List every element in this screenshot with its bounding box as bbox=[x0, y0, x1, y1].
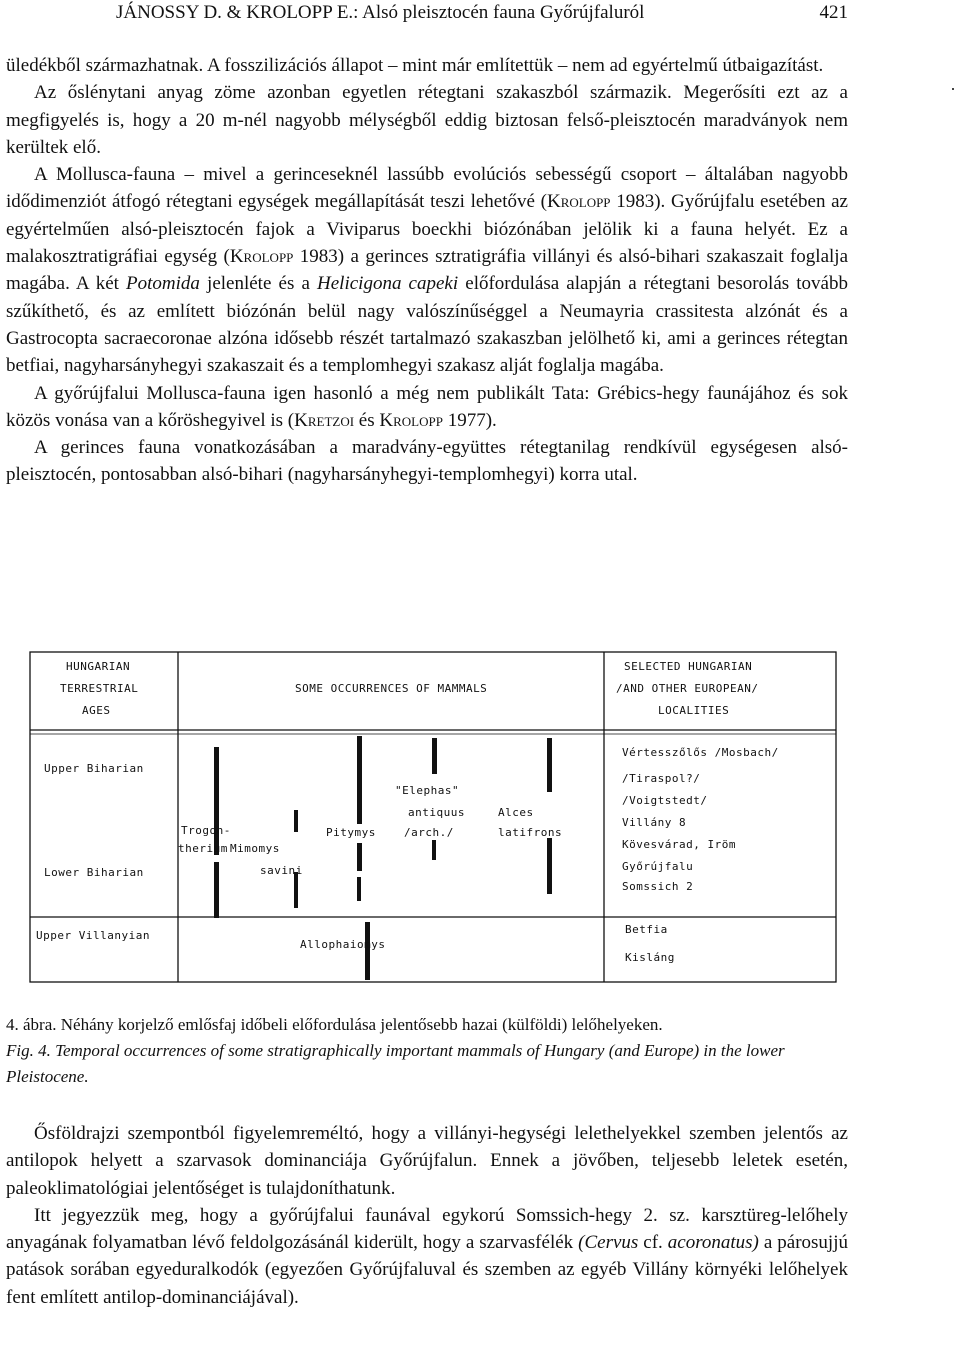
citation-kretzoi: Kretzoi bbox=[294, 409, 355, 431]
p7-text-c: a párosujjú patások sorában egyeduralkodók (egyezően Győrújfaluval és szemben az egyéb Villány környéki lelőhelyek fent említett antilop-dominanciájával). bbox=[6, 1232, 848, 1308]
figure-4 bbox=[28, 650, 848, 988]
paragraph-2: Az őslénytani anyag zöme azonban egyetlen rétegtani szakaszból származik. Megerősíti ezt az a megfigyelés is, hogy a 20 m-nél nagyobb mélységből eddig biztosan felső-pleisztocén maradványok nem kerültek elő. bbox=[6, 82, 848, 158]
age-upper-biharian: Upper Biharian bbox=[44, 762, 144, 775]
paragraph-5: A gerinces fauna vonatkozásában a maradvány-együttes rétegtanilag rendkívül egységesen alsó-pleisztocén, pontosabban alsó-bihari (nagyharsányhegyi-templomhegyi) korra utal. bbox=[6, 437, 848, 486]
caption-hu-text: Néhány korjelző emlősfaj időbeli előfordulása jelentősebb hazai (külföldi) lelőhelyeken. bbox=[56, 1015, 663, 1034]
range-mimomys-upper bbox=[294, 810, 298, 832]
figure-diagram bbox=[28, 650, 848, 988]
p3-text-d: jelenléte és a bbox=[199, 273, 318, 295]
range-pitymys-mid bbox=[357, 843, 362, 871]
body-text-top bbox=[6, 52, 848, 489]
caption-en-text: Temporal occurrences of some stratigraphically important mammals of Hungary (and Europe) in the lower Pleistocene. bbox=[6, 1041, 785, 1086]
locality-8: Betfia bbox=[625, 923, 668, 936]
taxon-pitymys: Pitymys bbox=[326, 826, 376, 839]
taxon-mimomys-2: savini bbox=[260, 864, 303, 877]
range-trogontherium-upper bbox=[214, 747, 219, 855]
range-elephas-lower bbox=[432, 840, 436, 860]
taxon-cervus: (Cervus bbox=[578, 1232, 639, 1254]
locality-3: /Voigtstedt/ bbox=[622, 794, 708, 807]
caption-hu-label: 4. ábra. bbox=[6, 1015, 57, 1034]
col2-header: SOME OCCURRENCES OF MAMMALS bbox=[295, 682, 488, 695]
caption-en-label: Fig. 4. bbox=[6, 1041, 51, 1060]
taxon-helicigona: Helicigona capeki bbox=[317, 273, 459, 295]
locality-1: Vértesszőlős /Mosbach/ bbox=[622, 746, 779, 759]
range-alces-lower bbox=[547, 838, 552, 894]
taxon-elephas-2: antiquus bbox=[408, 806, 465, 819]
taxon-alces-2: latifrons bbox=[498, 826, 563, 839]
paragraph-7 bbox=[6, 1202, 848, 1311]
locality-4: Villány 8 bbox=[622, 816, 687, 829]
p4-text-b: és bbox=[354, 409, 380, 431]
taxon-acoronatus: acoronatus) bbox=[667, 1232, 759, 1254]
p3-text-b: 1983). Győrújfalu esetében az egyértelműen alsó-pleisztocén fajok a Viviparus boeckhi biózónában jelölik ki a fauna helyét. Ez a malakosztratigráfiai egység ( bbox=[6, 191, 848, 268]
body-text-bottom bbox=[6, 1120, 848, 1311]
page-number: 421 bbox=[819, 2, 848, 23]
paragraph-6: Ősföldrajzi szempontból figyelemreméltó, hogy a villányi-hegységi lelethelyekkel szemben jelentős az antilopok helyett a szarvasok dominanciája Győrújfalun. Ennek a jövőben, teljesebb leletek esetén, paleoklimatológiai jelentőséget is tulajdoníthatunk. bbox=[6, 1123, 848, 1199]
range-allophaiomys bbox=[365, 922, 370, 980]
taxon-trogon-2: therium bbox=[178, 842, 228, 855]
running-header bbox=[88, 2, 848, 30]
p7-text-b: cf. bbox=[638, 1232, 668, 1254]
caption-english bbox=[6, 1038, 848, 1090]
locality-7: Somssich 2 bbox=[622, 880, 694, 893]
col3-header-1: SELECTED HUNGARIAN bbox=[624, 660, 753, 673]
taxon-elephas-3: /arch./ bbox=[404, 826, 454, 839]
p3-text-e: előfordulása alapján a rétegtani besorolás tovább szűkíthető, és az említett biózónán belül nagy valószínűséggel a Neumayria crassitesta alzónát és a Gastrocopta sacraecoronae alzóna idősebb részét tartalmazó szakaszban jelölhető ki, ami a gerinces rétegtan betfiai, nagyharsányhegyi szakaszait és a templomhegyi szakasz alját foglalja magába. bbox=[6, 273, 848, 377]
p4-text-a: A győrújfalui Mollusca-fauna igen hasonló a még nem publikált Tata: Grébics-hegy faunájához és sok közös vonása van a kőröshegyivel is ( bbox=[6, 382, 848, 431]
range-pitymys-lower bbox=[357, 877, 361, 901]
paragraph-1: üledékből származhatnak. A fosszilizációs állapot – mint már említettük – nem ad egyértelmű útbaigazítást. bbox=[6, 55, 824, 76]
figure-caption bbox=[6, 1012, 848, 1090]
locality-2: /Tiraspol?/ bbox=[622, 772, 701, 785]
citation-krolopp-3: Krolopp bbox=[379, 409, 443, 431]
taxon-mimomys-1: Mimomys bbox=[230, 842, 280, 855]
age-upper-villanyian: Upper Villanyian bbox=[36, 929, 150, 942]
col1-header-2: TERRESTRIAL bbox=[60, 682, 139, 695]
locality-6: Győrújfalu bbox=[622, 860, 694, 873]
scan-speck bbox=[952, 88, 954, 90]
col1-header-3: AGES bbox=[82, 704, 111, 717]
range-alces-upper bbox=[547, 738, 552, 792]
age-lower-biharian: Lower Biharian bbox=[44, 866, 144, 879]
paragraph-3 bbox=[6, 161, 848, 379]
col3-header-2: /AND OTHER EUROPEAN/ bbox=[616, 682, 759, 695]
range-pitymys-upper bbox=[357, 736, 362, 824]
locality-9: Kisláng bbox=[625, 951, 675, 964]
p3-text-a: A Mollusca-fauna – mivel a gerinceseknél lassúbb evolúciós sebességű csoport – általában nagyobb idődimenziót átfogó rétegtani egységek megállapítását teszi lehetővé ( bbox=[6, 164, 848, 213]
range-trogontherium-lower bbox=[214, 862, 219, 918]
taxon-allophaiomys: Allophaiomys bbox=[300, 938, 386, 951]
citation-krolopp-1: Krolopp bbox=[546, 191, 611, 213]
taxon-trogon-1: Trogon- bbox=[181, 824, 231, 837]
taxon-elephas-1: "Elephas" bbox=[395, 784, 460, 797]
range-elephas-upper bbox=[432, 738, 437, 774]
col1-header-1: HUNGARIAN bbox=[66, 660, 131, 673]
caption-hungarian bbox=[6, 1012, 848, 1038]
taxon-alces-1: Alces bbox=[498, 806, 534, 819]
p3-text-c: 1983) a gerinces sztratigráfia villányi és alsó-bihari szakaszait foglalja magába. A két bbox=[6, 246, 848, 295]
citation-krolopp-2: Krolopp bbox=[229, 246, 294, 268]
locality-5: Kövesvárad, Iröm bbox=[622, 838, 736, 851]
range-mimomys-lower bbox=[294, 872, 298, 908]
paragraph-4 bbox=[6, 380, 848, 435]
running-title: JÁNOSSY D. & KROLOPP E.: Alsó pleisztocén fauna Győrújfaluról bbox=[116, 2, 645, 23]
p4-text-c: 1977). bbox=[442, 409, 497, 431]
col3-header-3: LOCALITIES bbox=[658, 704, 730, 717]
taxon-potomida: Potomida bbox=[126, 273, 200, 295]
p7-text-a: Itt jegyezzük meg, hogy a győrújfalui faunával egykorú Somssich-hegy 2. sz. karsztüreg-lelőhely anyagának folyamatban lévő feldolgozásánál kiderült, hogy a szarvasfélék bbox=[6, 1204, 848, 1254]
